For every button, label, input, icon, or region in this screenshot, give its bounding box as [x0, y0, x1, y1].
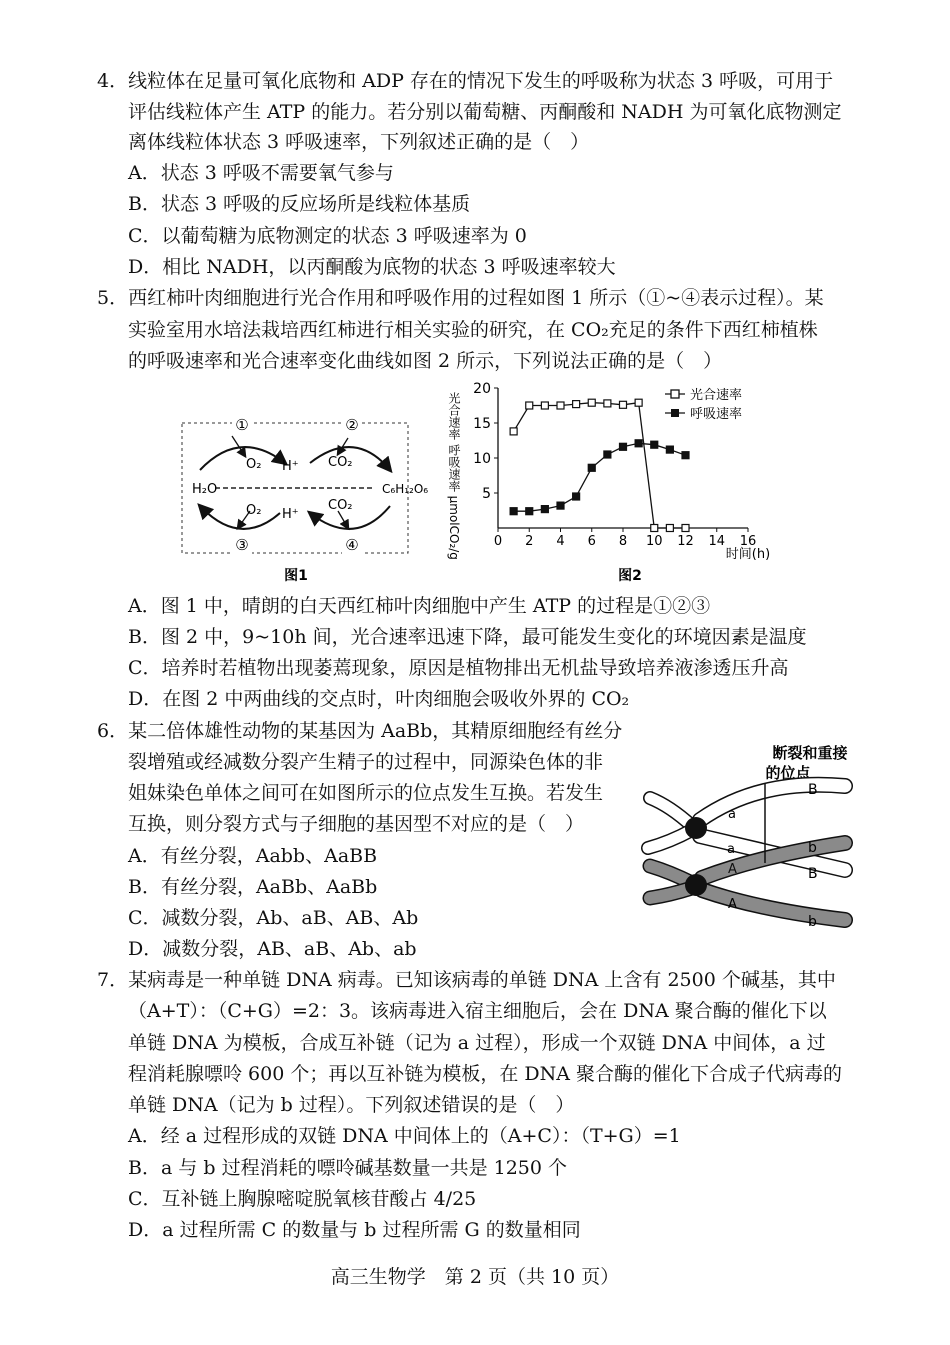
fig1-h2o: H₂O: [192, 482, 218, 497]
fig1-h-top: H⁺: [282, 459, 299, 474]
series-0-point: [510, 428, 517, 435]
fig1-co2-bottom: CO₂: [328, 498, 353, 513]
gene-a-upper-2: a: [727, 842, 735, 857]
series-0-point: [620, 401, 627, 408]
gene-b-lower-2: b: [808, 914, 817, 930]
fig1-label-4: ④: [345, 536, 359, 554]
fig1-glucose: C₆H₁₂O₆: [382, 482, 429, 496]
series-0-point: [526, 402, 533, 409]
fig1-o2-bottom: O₂: [246, 503, 262, 518]
chart-x-tick-label: 2: [525, 534, 534, 549]
page-footer: 高三生物学 第 2 页（共 10 页）: [330, 1266, 620, 1288]
crossover-label-line-1: 断裂和重接: [772, 744, 848, 762]
chart-y-tick-label: 15: [473, 416, 491, 432]
series-0-point: [573, 401, 580, 408]
series-1-point: [604, 451, 611, 458]
chart-x-tick-label: 16: [739, 534, 757, 549]
series-1-point: [666, 446, 673, 453]
q6-stem-line-2: 裂增殖或经减数分裂产生精子的过程中，同源染色体的非: [128, 751, 604, 773]
q7-option-b: B．a 与 b 过程消耗的嘌呤碱基数量一共是 1250 个: [128, 1157, 568, 1179]
series-1-point: [635, 440, 642, 447]
series-1-point: [557, 502, 564, 509]
series-0-point: [666, 525, 673, 532]
series-1-point: [541, 506, 548, 513]
q6-stem-line-1: 6．某二倍体雄性动物的某基因为 AaBb，其精原细胞经有丝分: [97, 720, 623, 742]
chromosome-crossover-figure: [640, 738, 870, 943]
fig1-o2-top: O₂: [246, 457, 262, 472]
chart-ylabel: 光合速率 呼吸速率 μmolCO₂/g: [447, 392, 461, 560]
series-0-point: [588, 399, 595, 406]
series-1-point: [588, 464, 595, 471]
series-0-point: [635, 399, 642, 406]
series-1-point: [682, 452, 689, 459]
q7-stem-line-3: 单链 DNA 为模板，合成互补链（记为 a 过程），形成一个双链 DNA 中间体，a 过: [128, 1032, 826, 1054]
q7-stem-line-4: 程消耗腺嘌呤 600 个；再以互补链为模板，在 DNA 聚合酶的催化下合成子代病毒的: [128, 1063, 843, 1085]
q5-option-a: A．图 1 中，晴朗的白天西红柿叶肉细胞中产生 ATP 的过程是①②③: [128, 595, 711, 617]
q4-option-c: C．以葡萄糖为底物测定的状态 3 呼吸速率为 0: [128, 225, 527, 247]
q7-option-a: A．经 a 过程形成的双链 DNA 中间体上的（A+C）：（T+G）=1: [128, 1125, 681, 1147]
q5-option-c: C．培养时若植物出现萎蔫现象，原因是植物排出无机盐导致培养液渗透压升高: [128, 657, 789, 679]
figure-1-diagram: [170, 408, 430, 583]
fig1-label-3: ③: [235, 536, 249, 554]
legend-respiration: 呼吸速率: [690, 407, 743, 422]
figure-2-chart: [440, 380, 780, 590]
q5-option-d: D．在图 2 中两曲线的交点时，叶肉细胞会吸收外界的 CO₂: [128, 688, 630, 710]
fig1-label-2: ②: [345, 416, 359, 434]
lower-centromere: [685, 874, 707, 896]
q4-stem-line-1: 4．线粒体在足量可氧化底物和 ADP 存在的情况下发生的呼吸称为状态 3 呼吸，可用于: [97, 70, 834, 92]
series-0-point: [541, 402, 548, 409]
chart-x-tick-label: 10: [645, 534, 663, 549]
series-1-point: [526, 508, 533, 515]
q7-option-c: C．互补链上胸腺嘧啶脱氧核苷酸占 4/25: [128, 1188, 477, 1210]
chart-legend: [665, 387, 742, 422]
fig1-label-1: ①: [235, 416, 249, 434]
chart-x-tick-label: 14: [708, 534, 726, 549]
q6-option-a: A．有丝分裂，Aabb、AaBB: [128, 845, 378, 867]
chart-y-tick-label: 5: [482, 486, 491, 502]
q6-option-b: B．有丝分裂，AaBb、AaBb: [128, 876, 378, 898]
upper-centromere: [685, 817, 707, 839]
series-1-point: [620, 443, 627, 450]
series-1-point: [651, 441, 658, 448]
q7-stem-line-5: 单链 DNA（记为 b 过程）。下列叙述错误的是（ ）: [128, 1094, 575, 1116]
q7-option-d: D．a 过程所需 C 的数量与 b 过程所需 G 的数量相同: [128, 1219, 581, 1241]
q4-option-a: A．状态 3 呼吸不需要氧气参与: [128, 162, 394, 184]
gene-A-lower-1: A: [728, 862, 737, 877]
series-0-point: [604, 400, 611, 407]
q6-option-c: C．减数分裂，Ab、aB、AB、Ab: [128, 907, 419, 929]
q5-stem-line-1: 5．西红柿叶肉细胞进行光合作用和呼吸作用的过程如图 1 所示（①~④表示过程）。某: [97, 287, 824, 309]
series-0-point: [557, 402, 564, 409]
chart-x-tick-label: 12: [677, 534, 694, 549]
gene-A-lower-2: A: [728, 897, 737, 912]
series-1-point: [573, 493, 580, 500]
legend-photosynthesis: 光合速率: [690, 388, 743, 403]
fig1-caption: 图1: [284, 568, 308, 583]
q4-option-d: D．相比 NADH，以丙酮酸为底物的状态 3 呼吸速率较大: [128, 256, 616, 278]
chart-y-tick-label: 10: [473, 451, 491, 467]
gene-B-upper-2: B: [808, 866, 818, 882]
q5-stem-line-3: 的呼吸速率和光合速率变化曲线如图 2 所示，下列说法正确的是（ ）: [128, 350, 723, 372]
q4-stem-line-2: 评估线粒体产生 ATP 的能力。若分别以葡萄糖、丙酮酸和 NADH 为可氧化底物测定: [128, 101, 842, 123]
gene-B-upper-1: B: [808, 782, 818, 798]
gene-b-lower-1: b: [808, 840, 817, 856]
series-0-point: [651, 525, 658, 532]
chart-xlabel: 时间(h): [725, 547, 771, 562]
series-1-point: [510, 508, 517, 515]
chart-x-tick-label: 8: [618, 534, 628, 549]
q6-stem-line-4: 互换，则分裂方式与子细胞的基因型不对应的是（ ）: [128, 813, 585, 835]
chart-x-tick-label: 4: [556, 534, 565, 549]
q6-stem-line-3: 姐妹染色单体之间可在如图所示的位点发生互换。若发生: [128, 782, 604, 804]
q7-stem-line-1: 7．某病毒是一种单链 DNA 病毒。已知该病毒的单链 DNA 上含有 2500 个碱基，其中: [97, 969, 836, 991]
q5-option-b: B．图 2 中，9~10h 间，光合速率迅速下降，最可能发生变化的环境因素是温度: [128, 626, 807, 648]
q4-option-b: B．状态 3 呼吸的反应场所是线粒体基质: [128, 193, 471, 215]
series-line-1: [514, 443, 686, 511]
series-0-point: [682, 525, 689, 532]
q4-stem-line-3: 离体线粒体状态 3 呼吸速率，下列叙述正确的是（ ）: [128, 131, 590, 153]
chart-x-tick-label: 6: [587, 534, 596, 549]
chart-x-tick-label: 0: [493, 534, 503, 549]
fig1-h-bottom: H⁺: [282, 507, 299, 522]
chart-caption: 图2: [618, 568, 642, 584]
gene-a-upper: a: [728, 807, 736, 822]
crossover-label-line-2: 的位点: [765, 764, 811, 782]
chart-y-tick-label: 20: [473, 381, 491, 397]
fig1-co2-top: CO₂: [328, 455, 353, 470]
q6-option-d: D．减数分裂，AB、aB、Ab、ab: [128, 938, 417, 960]
q7-stem-line-2: （A+T）：（C+G）=2：3。该病毒进入宿主细胞后，会在 DNA 聚合酶的催化下以: [128, 1000, 827, 1022]
q5-stem-line-2: 实验室用水培法栽培西红柿进行相关实验的研究，在 CO₂充足的条件下西红柿植株: [128, 319, 818, 341]
